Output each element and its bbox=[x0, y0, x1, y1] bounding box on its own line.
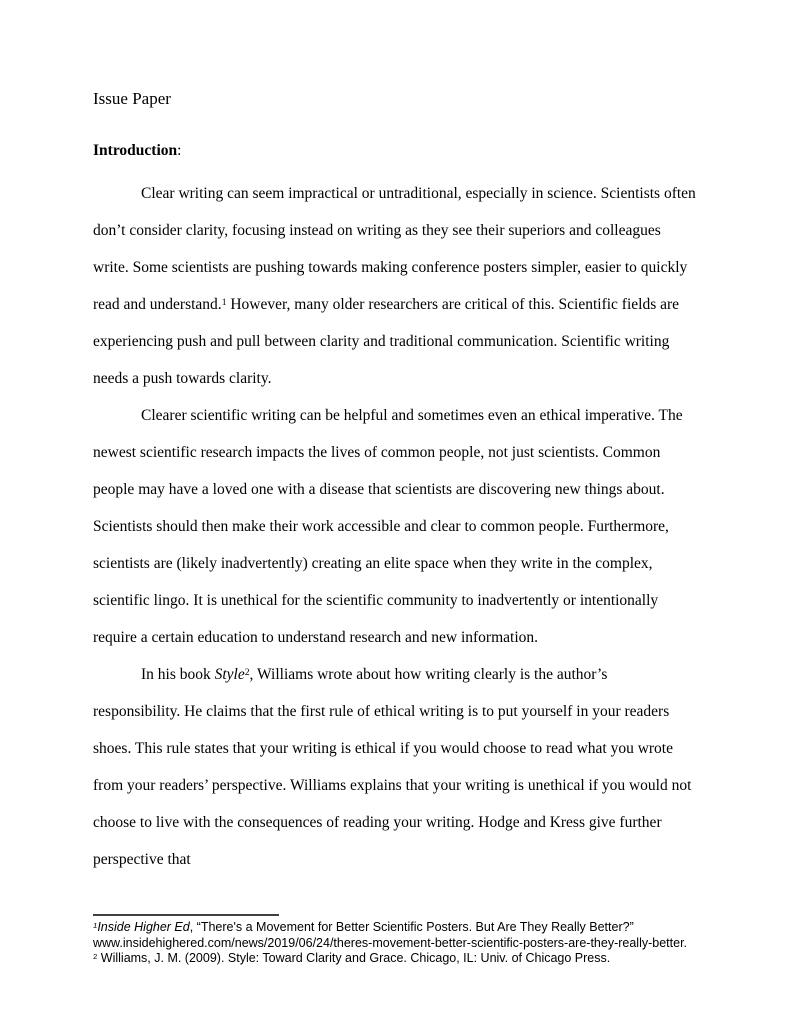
footnote-area bbox=[93, 914, 697, 967]
paragraph-3: In his book Style$^2$, Williams wrote about how writing clearly is the author’s responsibility. He claims that the first rule of ethical writing is to put yourself in your readers shoes. This rule states that your writing is ethical if you would choose to read what you wrote from your readers’ perspective. Williams explains that your writing is unethical if you would not choose to live with the consequences of reading your writing. Hodge and Kress give further perspective that bbox=[93, 666, 692, 868]
section-heading-introduction: Introduction: bbox=[93, 142, 182, 159]
paragraph-2: Clearer scientific writing can be helpful and sometimes even an ethical imperative. The newest scientific research impacts the lives of common people, not just scientists. Common people may have a loved one with a disease that scientists are discovering new things about. Scientists should then make their work accessible and clear to common people. Furthermore, scientists are (likely inadvertently) creating an elite space when they write in the complex, scientific lingo. It is unethical for the scientific community to inadvertently or intentionally require a certain education to understand research and new information. bbox=[93, 407, 683, 646]
footnote-1: $^1$Inside Higher Ed, “There's a Movement for Better Scientific Posters. But Are They Really Better?” www.insidehighered.com/news/2019/06/24/theres-movement-better-scientific-posters-are-they-really-better. bbox=[93, 920, 688, 950]
document-title: Issue Paper bbox=[93, 89, 171, 108]
document-body bbox=[93, 175, 697, 878]
footnote-separator-rule bbox=[93, 914, 279, 916]
paragraph-1: Clear writing can seem impractical or untraditional, especially in science. Scientists often don’t consider clarity, focusing instead on writing as they see their superiors and colleagues write. Some scientists are pushing towards making conference posters simpler, easier to quickly read and understand.$^1$ However, many older researchers are critical of this. Scientific fields are experiencing push and pull between clarity and traditional communication. Scientific writing needs a push towards clarity. bbox=[93, 185, 696, 387]
footnote-2: $^2$ Williams, J. M. (2009). Style: Toward Clarity and Grace. Chicago, IL: Univ. of Chicago Press. bbox=[93, 951, 611, 965]
